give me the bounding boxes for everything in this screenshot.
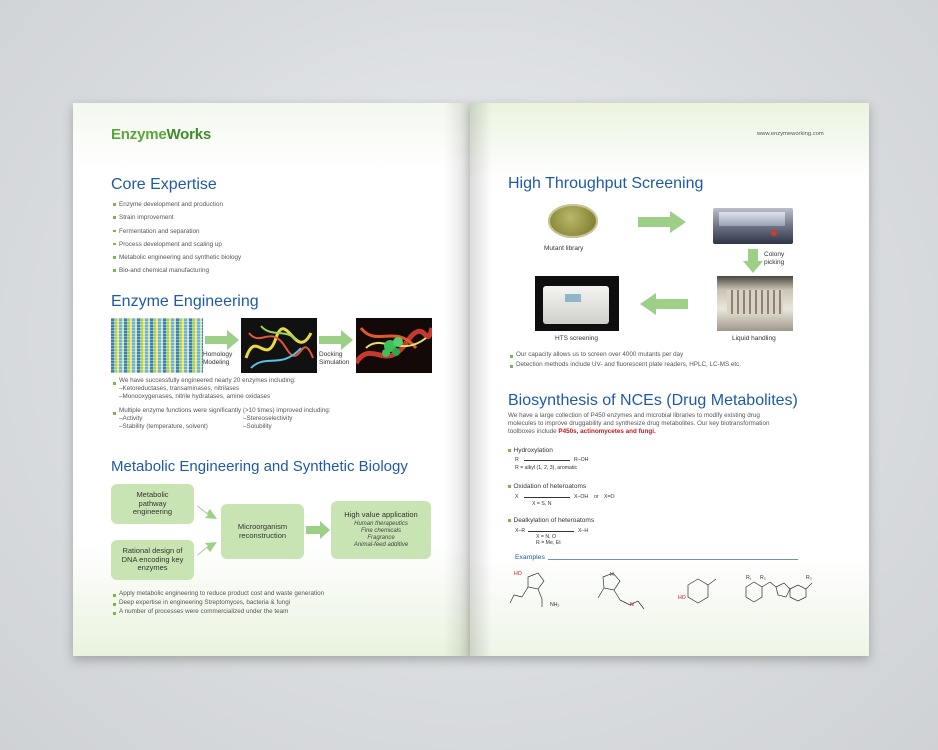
arrow-icon [640, 293, 688, 315]
enzyme-engineering-list [113, 377, 296, 385]
protein-model-image [241, 318, 317, 373]
list-item: A number of processes were commercialized under the team [113, 607, 324, 616]
list-item: Fermentation and separation [113, 225, 241, 238]
list-item: Metabolic engineering and synthetic biology [113, 251, 241, 264]
mutant-library-caption: Mutant library [544, 245, 584, 252]
reaction-note: R = alkyl (1, 2, 3), aromatic [515, 465, 578, 471]
list-item: Process development and scaling up [113, 238, 241, 251]
hydroxylation-label: Hydroxylation [508, 447, 553, 454]
liquid-handler-image [717, 276, 793, 331]
chem-label: NH₂ [550, 602, 560, 608]
reaction-arrow [524, 497, 570, 498]
arrow-icon [197, 501, 219, 521]
list-item: Multiple enzyme functions were significantly (>10 times) improved including: [113, 407, 331, 415]
reaction-or: or [594, 494, 599, 500]
chem-label: R₁ [746, 575, 752, 581]
product-label: X–OH [574, 494, 589, 500]
nce-paragraph-line: toolboxes include P450s, actinomycetes and fungi. [508, 428, 656, 435]
homology-modeling-label: Homology Modeling [203, 351, 233, 366]
examples-label: Examples [515, 554, 545, 561]
microorganism-box: Microorganism reconstruction [221, 504, 304, 559]
chem-label: N [630, 602, 634, 608]
left-page [73, 103, 470, 656]
spine-shadow [470, 103, 492, 656]
core-expertise-list [113, 198, 241, 278]
docking-image [356, 318, 432, 373]
reactant-label: X [515, 494, 519, 500]
examples-divider [548, 559, 798, 560]
nce-title: Biosynthesis of NCEs (Drug Metabolites) [508, 392, 798, 409]
docking-simulation-label: Docking Simulation [319, 351, 350, 366]
arrow-icon [197, 540, 219, 560]
metabolic-title: Metabolic Engineering and Synthetic Biology [111, 458, 408, 475]
chem-label: HO [678, 595, 686, 601]
hts-title: High Throughput Screening [508, 175, 704, 192]
improvement-item: –Stereoselectivity [243, 415, 293, 422]
list-item: Deep expertise in engineering Streptomyces, bacteria & fungi [113, 598, 324, 607]
list-item: Bio-and chemical manufacturing [113, 264, 241, 277]
hts-screening-caption: HTS screening [555, 335, 598, 342]
reaction-arrow [528, 531, 574, 532]
colony-picking-caption: Colony picking [764, 251, 785, 266]
sequence-alignment-image [111, 318, 203, 373]
core-expertise-title: Core Expertise [111, 176, 217, 193]
plate-reader-image [535, 276, 619, 331]
enzyme-subitem: –Monooxygenases, nitrile hydratases, amine oxidases [119, 393, 271, 400]
product-label: R–OH [574, 457, 589, 463]
list-item: Our capacity allows us to screen over 4000 mutants per day [510, 350, 741, 360]
colony-picker-image [713, 208, 793, 244]
arrow-icon [306, 521, 330, 539]
list-item: Enzyme development and production [113, 198, 241, 211]
improvement-item: –Activity [119, 415, 143, 422]
spine-shadow [444, 103, 470, 656]
right-page [470, 103, 869, 656]
arrow-icon [205, 330, 239, 350]
website-url: www.enzymeworking.com [757, 131, 824, 137]
list-item: Apply metabolic engineering to reduce product cost and waste generation [113, 589, 324, 598]
enzyme-subitem: –Ketoreductases, transaminases, nitrilases [119, 385, 240, 392]
improvement-item: –Solubility [243, 423, 272, 430]
reaction-arrow [524, 460, 570, 461]
liquid-handling-caption: Liquid handling [732, 335, 776, 342]
product-label: X=O [604, 494, 615, 500]
reaction-note: R = Me, Et [536, 540, 561, 546]
rational-design-box: Rational design of DNA encoding key enzymes [111, 540, 194, 580]
chem-label: HO [514, 571, 522, 577]
list-item: Detection methods include UV- and fluorescent plate readers, HPLC, LC-MS etc. [510, 360, 741, 370]
arrow-icon [638, 211, 686, 233]
chem-label: R₂ [760, 575, 766, 581]
arrow-icon [319, 330, 353, 350]
logo: EnzymeWorks [111, 126, 212, 143]
chem-label: H [610, 572, 614, 578]
reaction-note: X = N, O [536, 534, 557, 540]
enzyme-engineering-title: Enzyme Engineering [111, 293, 259, 310]
chem-label: R₃ [806, 575, 812, 581]
reactant-label: R [515, 457, 519, 463]
high-value-application-box: High value application Human therapeutics Fine chemicals Fragrance Animal-feed additive [331, 501, 431, 559]
enzyme-improvement-list [113, 407, 331, 415]
nce-paragraph-line: We have a large collection of P450 enzymes and microbial libraries to modify existing drug [508, 412, 760, 419]
chemical-structures [508, 565, 818, 625]
petri-dish-image [548, 204, 598, 238]
list-item: Strain improvement [113, 211, 241, 224]
hts-list [510, 350, 741, 370]
improvement-item: –Stability (temperature, solvent) [119, 423, 208, 430]
arrow-icon [743, 249, 763, 273]
product-label: X–H [578, 528, 589, 534]
reaction-note: X = S, N [532, 501, 552, 507]
reactant-label: X–R [515, 528, 526, 534]
metabolic-list [113, 589, 324, 617]
nce-paragraph-line: molecules to improve druggability and synthesize drug metabolites. Our key biotransformation [508, 420, 770, 427]
metabolic-pathway-box: Metabolic pathway engineering [111, 484, 194, 524]
dealkylation-label: Dealkylation of heteroatoms [508, 517, 594, 524]
list-item: We have successfully engineered nearly 20 enzymes including: [113, 377, 296, 385]
oxidation-label: Oxidation of heteroatoms [508, 483, 586, 490]
